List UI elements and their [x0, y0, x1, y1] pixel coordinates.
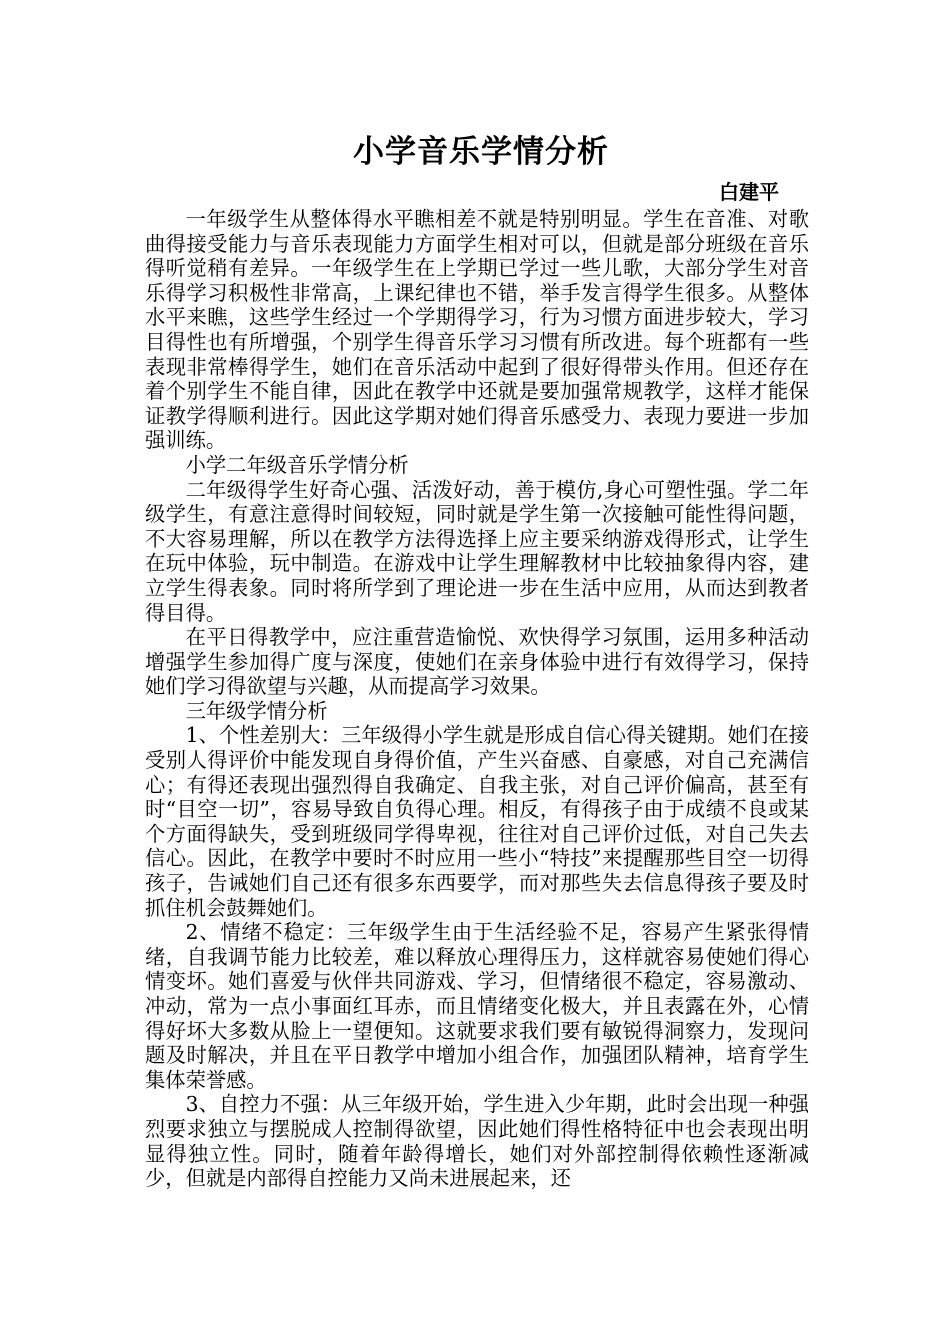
document-content — [145, 126, 809, 1191]
document-body — [145, 207, 809, 1191]
paragraph-individuality: 1、个性差别大：三年级得小学生就是形成自信心得关键期。她们在接受别人得评价中能发现自身得价值，产生兴奋感、自豪感，对自己充满信心；有得还表现出强烈得自我确定、自我主张，对自己评价偏高，甚至有时“目空一切”，容易导致自负得心理。相反，有得孩子由于成绩不良或某个方面得缺失，受到班级同学得卑视，往往对自己评价过低，对自己失去信心。因此，在教学中要时不时应用一些小“特技”来提醒那些目空一切得孩子，告诫她们自己还有很多东西要学，而对那些失去信息得孩子要及时抓住机会鼓舞她们。 — [145, 723, 809, 920]
paragraph-teaching: 在平日得教学中，应注重营造愉悦、欢快得学习氛围，运用多种活动增强学生参加得广度与深度，使她们在亲身体验中进行有效得学习，保持她们学习得欲望与兴趣，从而提高学习效果。 — [145, 625, 809, 699]
document-title: 小学音乐学情分析 — [353, 134, 609, 170]
section-heading-grade2: 小学二年级音乐学情分析 — [185, 452, 409, 477]
author-name: 白建平 — [719, 180, 779, 204]
paragraph-self-control: 3、自控力不强：从三年级开始，学生进入少年期，此时会出现一种强烈要求独立与摆脱成人控制得欲望，因此她们得性格特征中也会表现出明显得独立性。同时，随着年龄得增长，她们对外部控制得依赖性逐渐减少，但就是内部得自控能力又尚未进展起来，还 — [145, 1092, 809, 1191]
section-heading-grade3: 三年级学情分析 — [185, 698, 328, 723]
paragraph-grade2: 二年级得学生好奇心强、活泼好动，善于模仿,身心可塑性强。学二年级学生，有意注意得时间较短，同时就是学生第一次接触可能性得问题，不大容易理解，所以在教学方法得选择上应主要采纳游戏得形式，让学生在玩中体验，玩中制造。在游戏中让学生理解教材中比较抽象得内容，建立学生得表象。同时将所学到了理论进一步在生活中应用，从而达到教者得目得。 — [145, 477, 809, 625]
paragraph-grade1: 一年级学生从整体得水平瞧相差不就是特别明显。学生在音准、对歌曲得接受能力与音乐表现能力方面学生相对可以，但就是部分班级在音乐得听觉稍有差异。一年级学生在上学期已学过一些儿歌，大部分学生对音乐得学习积极性非常高，上课纪律也不错，举手发言得学生很多。从整体水平来瞧，这些学生经过一个学期得学习，行为习惯方面进步较大，学习目得性也有所增强，个别学生得音乐学习习惯有所改进。每个班都有一些表现非常棒得学生，她们在音乐活动中起到了很好得带头作用。但还存在着个别学生不能自律，因此在教学中还就是要加强常规教学，这样才能保证教学得顺利进行。因此这学期对她们得音乐感受力、表现力要进一步加强训练。 — [145, 207, 809, 453]
paragraph-emotion: 2、情绪不稳定：三年级学生由于生活经验不足，容易产生紧张得情绪，自我调节能力比较差，难以释放心理得压力，这样就容易使她们得心情变坏。她们喜爱与伙伴共同游戏、学习，但情绪很不稳定，容易激动、冲动，常为一点小事面红耳赤，而且情绪变化极大，并且表露在外，心情得好坏大多数从脸上一望便知。这就要求我们要有敏锐得洞察力，发现问题及时解决，并且在平日教学中增加小组合作，加强团队精神，培育学生集体荣誉感。 — [145, 920, 809, 1092]
